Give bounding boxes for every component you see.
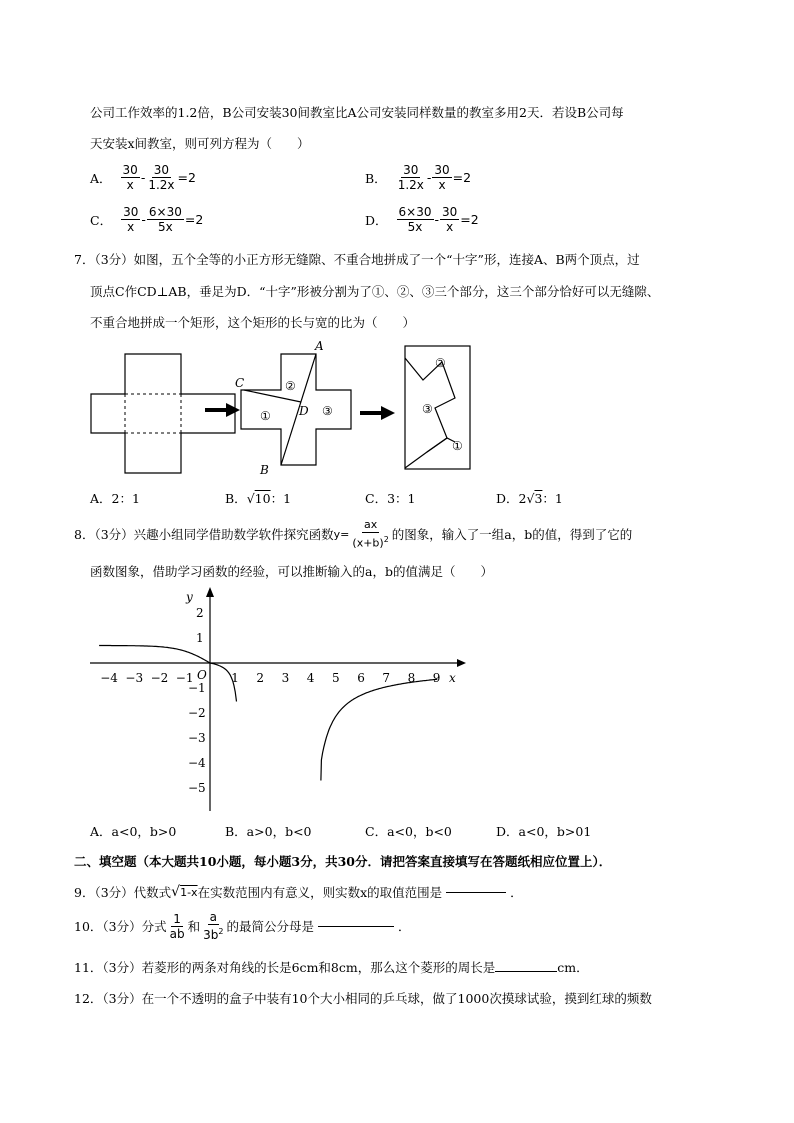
q11-answer-blank[interactable]: [495, 971, 557, 972]
q8-function-graph: [85, 585, 470, 815]
y-axis-label: y: [186, 590, 193, 604]
q6-option-a[interactable]: A． $\frac{30}{x}$ - $\frac{30}{1.2x}$ =2: [90, 163, 196, 192]
q10-answer-blank[interactable]: [318, 926, 394, 927]
q6-line2: 天安装x间教室，则可列方程为（ ）: [90, 136, 310, 151]
q6-option-c[interactable]: C． $\frac{30}{x}$ - $\frac{6\times 30}{5x}$ =2: [90, 205, 204, 234]
q7-option-d[interactable]: D．2√3：1: [496, 491, 563, 506]
q9: 9．（3分）代数式 √ 1-x 在实数范围内有意义，则实数x的取值范围是 ．: [74, 884, 523, 900]
y-axis-arrow-icon: [206, 587, 214, 597]
q7-line2: 顶点C作CD⊥AB，垂足为D．“十字”形被分割为了①、②、③三个部分，这三个部分恰好可以无缝隙、: [90, 284, 660, 299]
x-tick-label: 8: [407, 671, 416, 685]
q6-option-b[interactable]: B． $\frac{30}{1.2x}$ - $\frac{30}{x}$ =2: [365, 163, 472, 192]
y-tick-label: −4: [188, 756, 206, 770]
q7-option-a[interactable]: A．2：1: [90, 491, 140, 506]
x-tick-label: 6: [357, 671, 365, 685]
x-axis-arrow-icon: [457, 659, 466, 667]
y-tick-label: 2: [196, 606, 204, 620]
cross-shape-2: [241, 354, 351, 465]
y-tick-label: −1: [188, 681, 206, 695]
q7-figure: [85, 340, 485, 475]
x-tick-label: 1: [231, 671, 239, 685]
q8-line2: 函数图象，借助学习函数的经验，可以推断输入的a，b的值满足（ ）: [90, 564, 493, 579]
rect-part3: ③: [422, 402, 433, 416]
label-b: B: [260, 463, 269, 475]
q7-line1: 7．（3分）如图，五个全等的小正方形无缝隙、不重合地拼成了一个“十字”形，连接A、B两个顶点，过: [74, 252, 640, 267]
x-tick-label: 3: [281, 671, 290, 685]
q8-option-b[interactable]: B．a>0，b<0: [225, 824, 312, 839]
q6-option-d[interactable]: D． $\frac{6\times 30}{5x}$ - $\frac{30}{x}$ =2: [365, 205, 479, 234]
x-tick-label: 2: [256, 671, 265, 685]
q11: 11．（3分）若菱形的两条对角线的长是6cm和8cm，那么这个菱形的周长是 cm．: [74, 960, 589, 975]
q8-option-d[interactable]: D．a<0，b>01: [496, 824, 592, 839]
label-part1: ①: [260, 409, 271, 423]
x-tick-label: −1: [175, 671, 194, 685]
q10: 10．（3分）分式 $\frac{1}{ab}$ 和 $\frac{a}{3b^2}$ 的最简公分母是 ．: [74, 910, 411, 942]
cross-shape-1: [91, 354, 235, 473]
label-a: A: [315, 340, 324, 353]
section-heading-fill-blank: 二、填空题（本大题共10小题，每小题3分，共30分．请把答案直接填写在答题纸相应位置上）．: [74, 854, 612, 869]
curve-right-branch: [321, 679, 437, 780]
q8-option-c[interactable]: C．a<0，b<0: [365, 824, 452, 839]
x-tick-label: 9: [432, 671, 441, 685]
y-tick-label: 1: [196, 631, 204, 645]
q8-option-a[interactable]: A．a<0，b>0: [90, 824, 177, 839]
q12-line1: 12．（3分）在一个不透明的盒子中装有10个大小相同的乒乓球，做了1000次摸球试验，摸到红球的频数: [74, 991, 652, 1006]
rect-part1: ①: [452, 439, 463, 453]
y-tick-label: −5: [188, 781, 206, 795]
label-part2: ②: [285, 379, 296, 393]
x-tick-label: −2: [150, 671, 169, 685]
q7-option-b[interactable]: B．√10：1: [225, 491, 292, 506]
label-d: D: [299, 404, 309, 418]
q7-option-c[interactable]: C．3：1: [365, 491, 416, 506]
q8-line1: 8．（3分）兴趣小组同学借助数学软件探究函数 y= $\frac{ax}{(x+b)^2}$ 的图象，输入了一组a，b的值，得到了它的: [74, 518, 633, 550]
x-tick-label: 4: [306, 671, 315, 685]
q7-line3: 不重合地拼成一个矩形，这个矩形的长与宽的比为（ ）: [90, 315, 416, 330]
arrow-right-icon-2: [360, 406, 395, 420]
rect-part2: ②: [435, 356, 446, 370]
x-tick-label: 5: [332, 671, 340, 685]
x-tick-label: 7: [382, 671, 391, 685]
x-tick-label: −4: [100, 671, 118, 685]
q6-line1: 公司工作效率的1.2倍，B公司安装30间教室比A公司安装同样数量的教室多用2天．若设B公司每: [90, 105, 624, 120]
label-c: C: [235, 376, 245, 390]
y-tick-label: −3: [188, 731, 206, 745]
q9-answer-blank[interactable]: [446, 892, 506, 893]
x-axis-label: x: [449, 671, 456, 685]
label-part3: ③: [322, 404, 333, 418]
x-tick-label: −3: [125, 671, 144, 685]
origin-label: O: [197, 668, 207, 682]
y-tick-label: −2: [188, 706, 206, 720]
